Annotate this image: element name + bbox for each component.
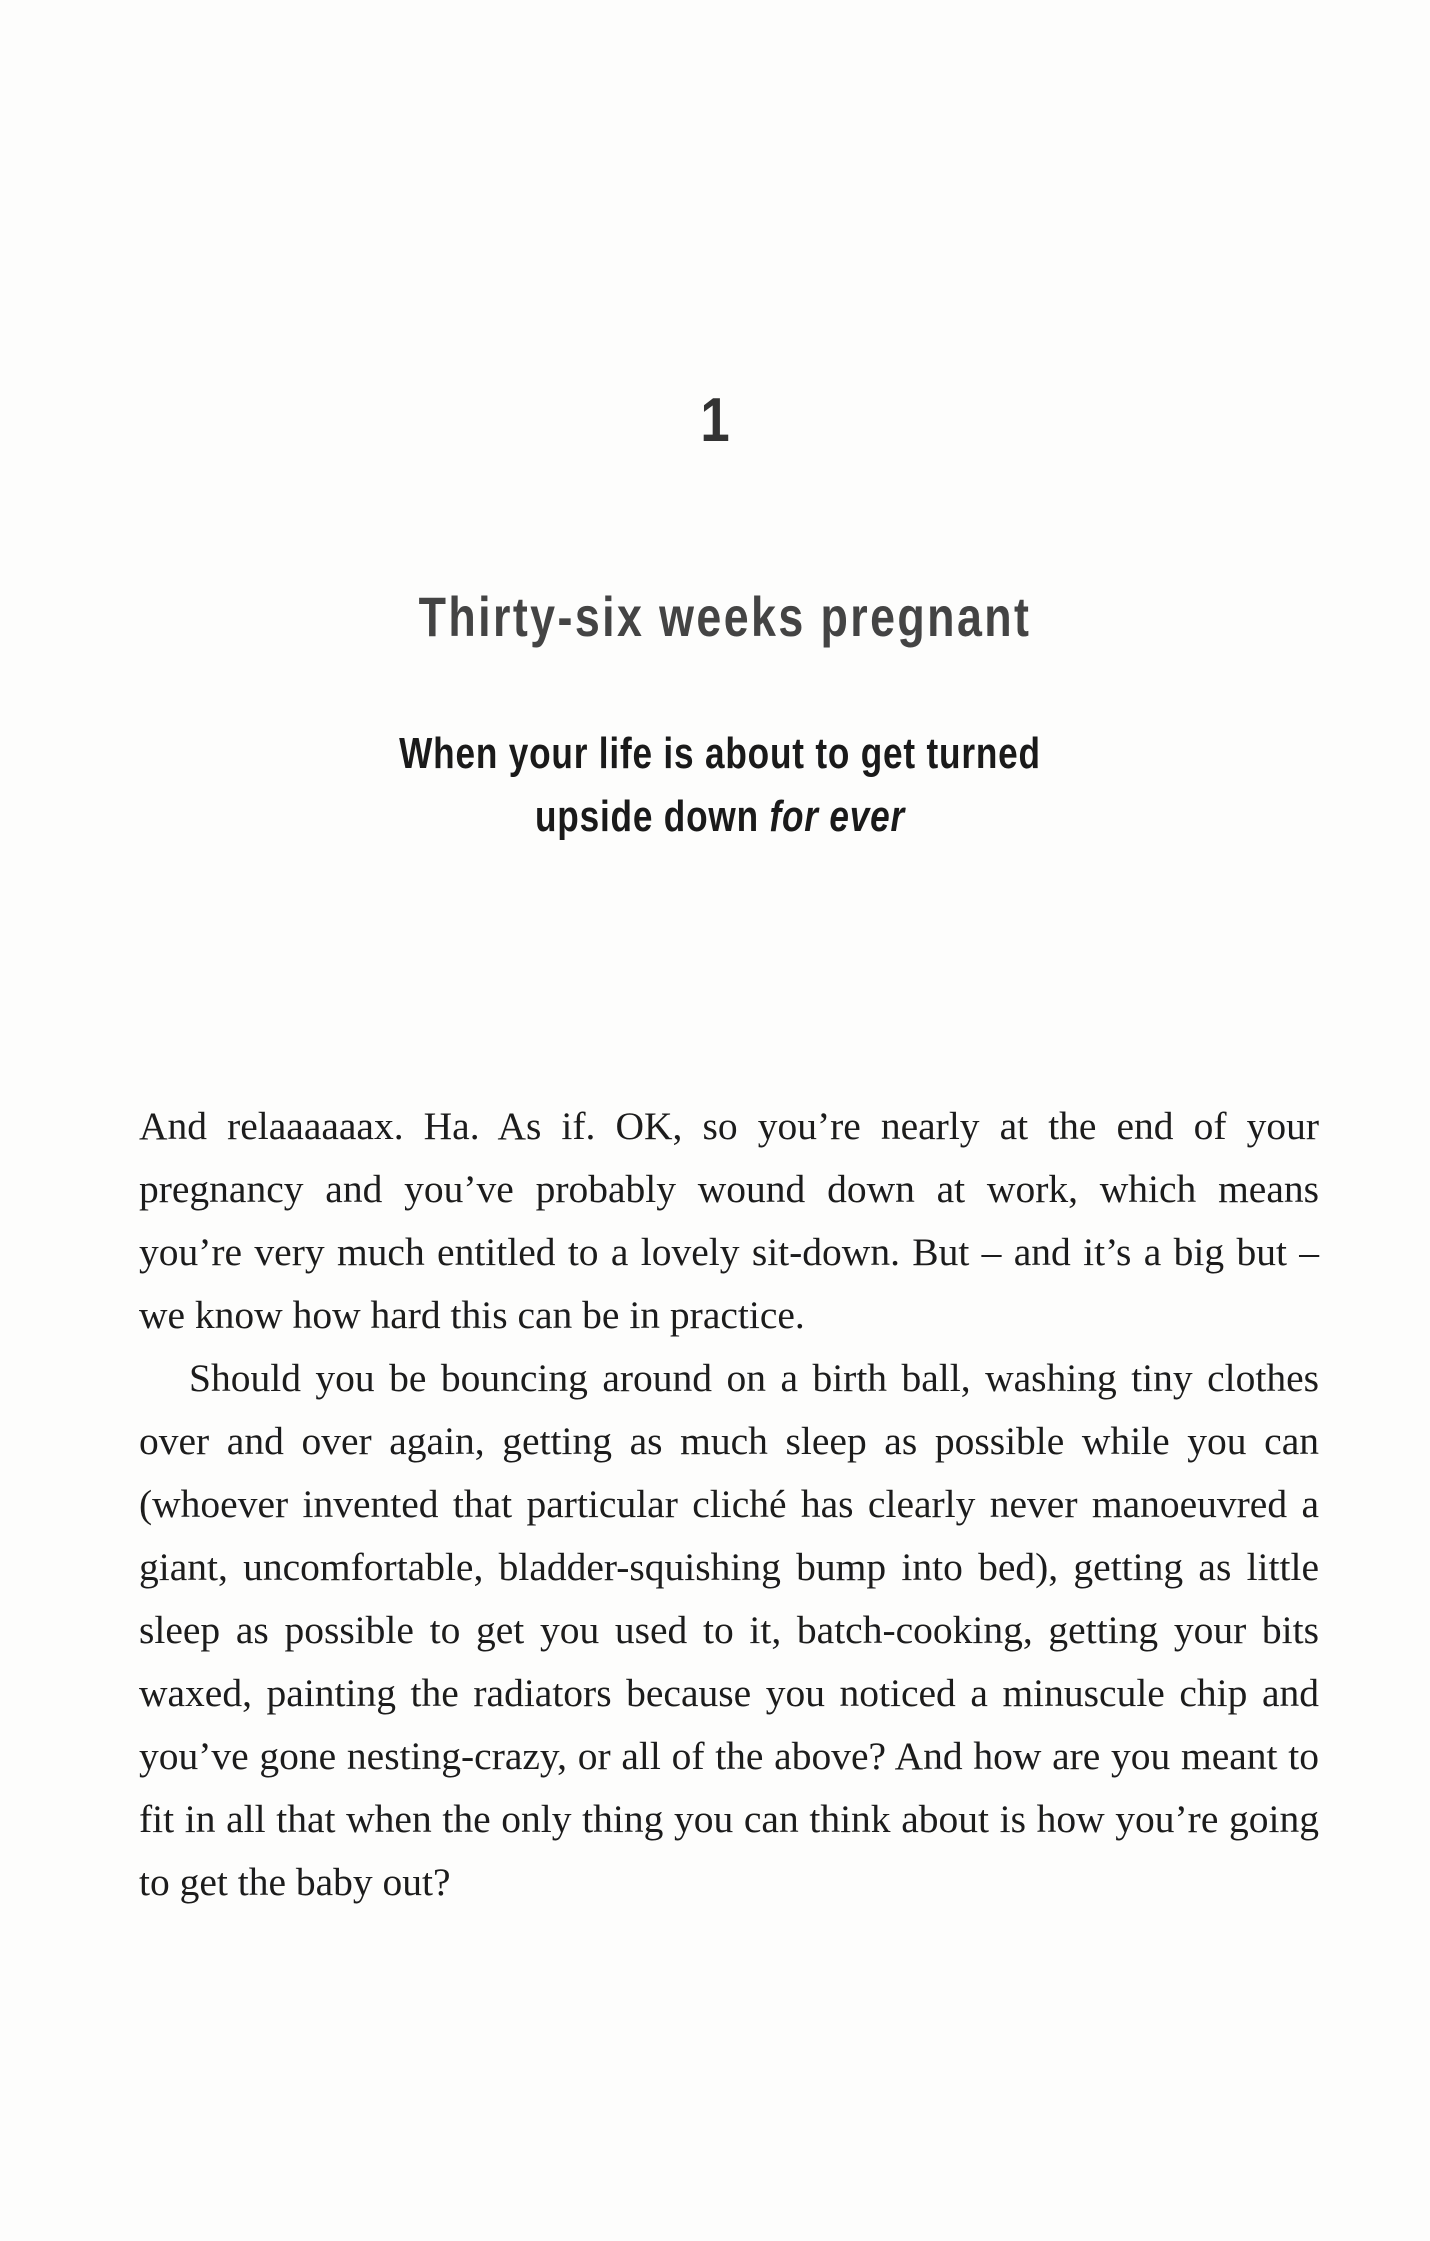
paragraph-1: And relaaaaaax. Ha. As if. OK, so you’re nearly at the end of your pregnancy and you’ve probably wound down at work, which means you’re very much entitled to a lovely sit-down. But – and it’s a big but – we know how hard this can be in practice.	[139, 1104, 1319, 1337]
chapter-title: Thirty-six weeks pregnant	[418, 585, 1032, 648]
subtitle-line-2-text: upside down	[534, 792, 770, 841]
subtitle-emphasis: for ever	[769, 792, 906, 841]
paragraph-2: Should you be bouncing around on a birth ball, washing tiny clothes over and over again, getting as much sleep as possible while you can (whoever invented that particular cliché has clearly never manoeuvred a giant, uncomfortable, bladder-squishing bump into bed), getting as little sleep as possible to get you used to it, batch-cooking, getting your bits waxed, painting the radiators because you noticed a minuscule chip and you’ve gone nesting-crazy, or all of the above? And how are you meant to fit in all that when the only thing you can think about is how you’re going to get the baby out?	[139, 1356, 1319, 1904]
subtitle-line-2	[144, 785, 1296, 848]
chapter-number: 1	[700, 386, 730, 455]
body-text	[139, 1095, 1319, 1914]
subtitle-line-1: When your life is about to get turned	[399, 729, 1041, 778]
chapter-subtitle	[144, 722, 1296, 848]
